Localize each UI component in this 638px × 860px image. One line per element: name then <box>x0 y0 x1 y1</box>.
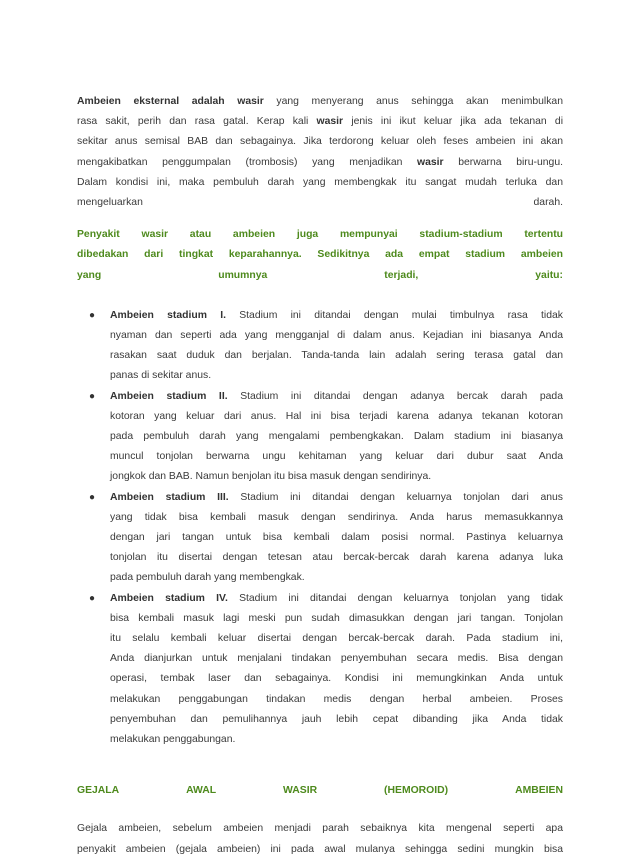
intro-line: mengakibatkan penggumpalan (trombosis) yang menjadikan <box>77 156 418 168</box>
bullet-icon: ● <box>89 592 96 604</box>
stadium-intro-word: umumnya <box>218 269 268 281</box>
stage-line: operasi, tembak laser dan sebagainya. Kondisi ini memungkinkan Anda untuk <box>110 673 563 685</box>
stages-list <box>77 306 563 750</box>
stage-line: panas di sekitar anus. <box>110 370 212 382</box>
stage-title: Ambeien stadium III. <box>110 491 229 503</box>
stage-line: Stadium ini ditandai dengan adanya bercak darah pada <box>227 390 563 402</box>
stage-title: Ambeien stadium II. <box>110 390 228 402</box>
stage-line: bisa kembali masuk lagi meski pun sudah dimasukkan dengan jari tangan. Tonjolan <box>110 612 563 624</box>
stage-line: kotoran yang keluar dari anus. Hal ini bisa terjadi karena adanya tekanan kotoran <box>110 410 563 422</box>
intro-line: darah. <box>533 197 563 209</box>
stage-line: Stadium ini ditandai dengan keluarnya tonjolan yang tidak <box>227 592 563 604</box>
stage-item <box>77 306 563 387</box>
intro-line: Dalam kondisi ini, maka pembuluh darah yang membengkak itu sangat mudah terluka dan <box>77 176 563 188</box>
gejala-line: penyakit ambeien (gejala ambeien) ini pada awal mulanya sehingga sedini mungkin bisa <box>77 843 563 855</box>
stadium-intro-line: Penyakit wasir atau ambeien juga mempunyai stadium-stadium tertentu <box>77 229 563 241</box>
stage-item <box>77 488 563 589</box>
intro-line: jenis ini ikut keluar jika ada tekanan di <box>343 116 564 128</box>
stage-title: Ambeien stadium IV. <box>110 592 228 604</box>
intro-line: mengeluarkan <box>77 197 143 209</box>
heading-word: AWAL <box>186 785 217 797</box>
stage-line: itu selalu kembali keluar disertai dengan bercak-bercak darah. Pada stadium ini, <box>110 633 563 645</box>
stage-line: dengan jari tangan untuk bisa kembali dalam posisi normal. Pastinya keluarnya <box>110 532 563 544</box>
gejala-paragraph <box>77 819 563 859</box>
stage-line: Stadium ini ditandai dengan mulai timbulnya rasa tidak <box>225 309 563 321</box>
intro-paragraph <box>77 92 563 213</box>
stage-line: Anda dianjurkan untuk menjalani tindakan penyembuhan secara medis. Bisa dengan <box>110 653 563 665</box>
bullet-icon: ● <box>89 390 96 402</box>
gejala-line: Gejala ambeien, sebelum ambeien menjadi parah sebaiknya kita mengenal seperti apa <box>77 823 563 835</box>
stage-item <box>77 589 563 751</box>
stage-line: penyembuhan dan pemulihannya jauh lebih cepat dibanding jika Anda tidak <box>110 713 563 725</box>
stage-line: melakukan penggabungan tindakan medis dengan herbal ambeien. Proses <box>110 693 563 705</box>
intro-lead-bold: Ambeien eksternal adalah wasir <box>77 96 264 107</box>
stage-line: rasakan saat duduk dan berjalan. Tanda-tanda lain adalah sering terasa gatal dan <box>110 350 563 362</box>
stage-line: nyaman dan seperti ada yang mengganjal di dalam anus. Kejadian ini biasanya Anda <box>110 330 563 342</box>
stage-item <box>77 387 563 488</box>
stage-title: Ambeien stadium I. <box>110 309 226 321</box>
document-page <box>77 92 563 860</box>
intro-line: rasa sakit, perih dan rasa gatal. Kerap kali <box>77 116 317 128</box>
stage-line: Stadium ini ditandai dengan keluarnya tonjolan dari anus <box>228 491 563 503</box>
wasir-keyword: wasir <box>417 156 444 168</box>
bullet-icon: ● <box>89 309 96 321</box>
stadium-intro-word: terjadi, <box>384 269 419 281</box>
stage-line: yang tidak bisa kembali masuk dengan sendirinya. Anda harus memasukkannya <box>110 511 563 523</box>
bullet-icon: ● <box>89 491 96 503</box>
intro-line: sekitar anus semisal BAB dan sebagainya. Jika terdorong keluar oleh feses ambeien ini akan <box>77 136 563 148</box>
wasir-keyword: wasir <box>316 116 344 128</box>
intro-line: berwarna biru-ungu. <box>443 156 563 168</box>
stadium-intro-line: dibedakan dari tingkat keparahannya. Sedikitnya ada empat stadium ambeien <box>77 249 563 261</box>
stadium-intro <box>77 225 563 286</box>
stadium-intro-word: yaitu: <box>535 269 563 281</box>
heading-word: AMBEIEN <box>515 785 563 797</box>
stage-line: muncul tonjolan berwarna ungu kehitaman yang keluar dari dubur saat Anda <box>110 451 563 463</box>
heading-word: (HEMOROID) <box>384 785 449 797</box>
heading-word: WASIR <box>283 785 318 797</box>
stage-line: tonjolan itu disertai dengan tetesan atau bercak-bercak darah karena adanya luka <box>110 552 563 564</box>
stage-line: pada pembuluh darah yang membengkak. <box>110 572 305 584</box>
gejala-heading <box>77 781 563 801</box>
stage-line: jongkok dan BAB. Namun benjolan itu bisa masuk dengan sendirinya. <box>110 471 432 483</box>
heading-word: GEJALA <box>77 785 120 797</box>
stadium-intro-word: yang <box>77 269 102 281</box>
stage-line: melakukan penggabungan. <box>110 734 236 746</box>
stage-line: pada pembuluh darah yang mengalami pembengkakan. Dalam stadium ini biasanya <box>110 431 563 443</box>
intro-lead-rest: yang menyerang anus sehingga akan menimbulkan <box>263 96 563 107</box>
